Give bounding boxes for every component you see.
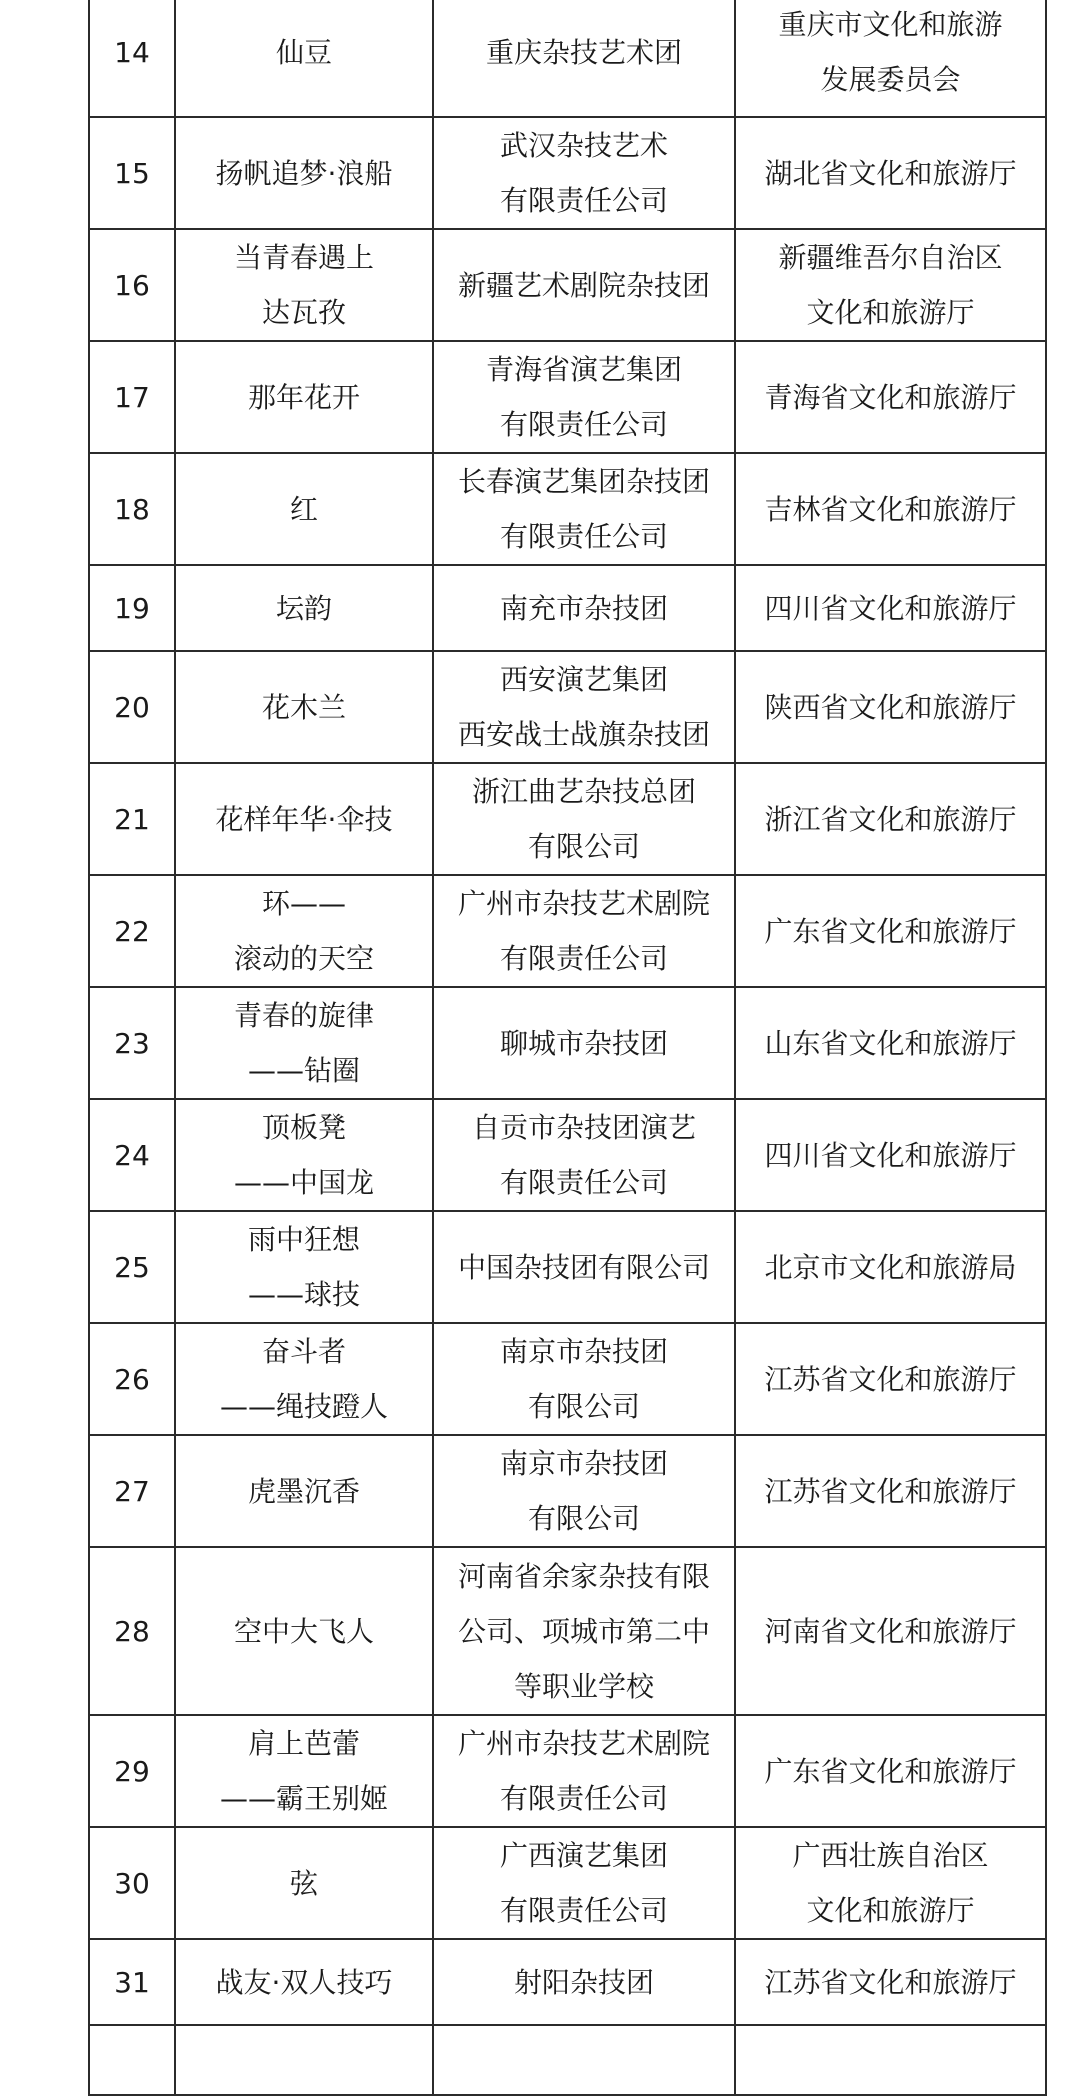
recommending-dept-line: 浙江省文化和旅游厅 bbox=[764, 802, 1017, 836]
performing-unit-line: 重庆杂技艺术团 bbox=[485, 35, 682, 69]
performing-unit-line: 有限公司 bbox=[527, 1390, 640, 1423]
program-name-line: 滚动的天空 bbox=[233, 942, 374, 975]
program-name-line: 环—— bbox=[261, 887, 346, 920]
table-row bbox=[89, 875, 1046, 987]
program-name-line: ——钻圈 bbox=[247, 1054, 360, 1087]
recommending-dept-cell bbox=[735, 1547, 1046, 1715]
performing-unit-cell bbox=[433, 1323, 735, 1435]
program-name-line: ——中国龙 bbox=[233, 1166, 374, 1199]
recommending-dept-line: 北京市文化和旅游局 bbox=[764, 1250, 1017, 1284]
program-name-line: 战友·双人技巧 bbox=[215, 1965, 393, 1999]
table-row bbox=[89, 1939, 1046, 2025]
program-name-line: 达瓦孜 bbox=[261, 296, 346, 329]
performing-unit-cell bbox=[433, 1211, 735, 1323]
recommending-dept-line: 文化和旅游厅 bbox=[806, 1894, 975, 1927]
program-name-cell bbox=[175, 1939, 433, 2025]
table-row bbox=[89, 763, 1046, 875]
performing-unit-cell bbox=[433, 229, 735, 341]
performing-unit-line: 青海省演艺集团 bbox=[485, 353, 682, 386]
program-name-cell bbox=[175, 763, 433, 875]
recommending-dept-line: 四川省文化和旅游厅 bbox=[764, 591, 1017, 625]
performing-unit-line: 南京市杂技团 bbox=[499, 1447, 668, 1480]
performing-unit-line: 有限责任公司 bbox=[499, 184, 668, 217]
program-name-cell bbox=[175, 875, 433, 987]
performing-unit-line: 有限责任公司 bbox=[499, 942, 668, 975]
performing-unit-line: 聊城市杂技团 bbox=[499, 1026, 668, 1060]
performing-unit-cell bbox=[433, 565, 735, 651]
row-number-cell: 28 bbox=[89, 1547, 175, 1715]
recommending-dept-cell bbox=[735, 117, 1046, 229]
row-number-cell: 25 bbox=[89, 1211, 175, 1323]
row-number-cell: 24 bbox=[89, 1099, 175, 1211]
program-name-cell bbox=[175, 1211, 433, 1323]
recommending-dept-line: 新疆维吾尔自治区 bbox=[778, 241, 1003, 274]
table-row bbox=[89, 987, 1046, 1099]
program-name-cell bbox=[175, 1827, 433, 1939]
program-name-line: 顶板凳 bbox=[261, 1111, 346, 1144]
program-name-line: 花样年华·伞技 bbox=[215, 802, 393, 836]
recommending-dept-cell bbox=[735, 341, 1046, 453]
performing-unit-line: 等职业学校 bbox=[513, 1669, 654, 1703]
performing-unit-cell bbox=[433, 875, 735, 987]
program-name-line: 花木兰 bbox=[261, 690, 346, 724]
program-name-line: 弦 bbox=[289, 1866, 318, 1900]
program-name-line: 那年花开 bbox=[247, 380, 360, 414]
recommending-dept-line: 青海省文化和旅游厅 bbox=[764, 380, 1017, 414]
performing-unit-cell bbox=[433, 763, 735, 875]
recommending-dept-line: 江苏省文化和旅游厅 bbox=[764, 1965, 1017, 1999]
recommending-dept-cell bbox=[735, 1827, 1046, 1939]
table-row bbox=[89, 229, 1046, 341]
recommending-dept-cell bbox=[735, 1099, 1046, 1211]
program-name-cell bbox=[175, 0, 433, 117]
recommending-dept-line: 河南省文化和旅游厅 bbox=[764, 1614, 1017, 1648]
performing-unit-line: 广西演艺集团 bbox=[499, 1839, 668, 1872]
performing-unit-line: 西安战士战旗杂技团 bbox=[457, 718, 710, 751]
table-row bbox=[89, 1435, 1046, 1547]
recommending-dept-line: 江苏省文化和旅游厅 bbox=[764, 1362, 1017, 1396]
recommending-dept-line: 吉林省文化和旅游厅 bbox=[764, 492, 1017, 526]
program-name-cell bbox=[175, 1715, 433, 1827]
performing-unit-line: 长春演艺集团杂技团 bbox=[457, 465, 710, 498]
recommending-dept-cell bbox=[735, 875, 1046, 987]
program-name-line: 仙豆 bbox=[275, 35, 332, 69]
recommending-dept-line: 江苏省文化和旅游厅 bbox=[764, 1474, 1017, 1508]
program-name-line: 青春的旋律 bbox=[233, 999, 374, 1032]
performing-unit-cell bbox=[433, 2025, 735, 2095]
row-number-cell: 20 bbox=[89, 651, 175, 763]
row-number-cell: 19 bbox=[89, 565, 175, 651]
program-name-line: ——球技 bbox=[247, 1278, 360, 1311]
recommending-dept-line: 山东省文化和旅游厅 bbox=[764, 1026, 1017, 1060]
table-row bbox=[89, 0, 1046, 117]
performing-unit-line: 广州市杂技艺术剧院 bbox=[457, 887, 710, 920]
program-name-cell bbox=[175, 1323, 433, 1435]
row-number-cell: 26 bbox=[89, 1323, 175, 1435]
performing-unit-line: 自贡市杂技团演艺 bbox=[471, 1111, 696, 1144]
recommending-dept-line: 陕西省文化和旅游厅 bbox=[764, 690, 1017, 724]
program-name-line: 空中大飞人 bbox=[233, 1614, 374, 1648]
recommending-dept-line: 湖北省文化和旅游厅 bbox=[764, 156, 1017, 190]
table-row bbox=[89, 2025, 1046, 2095]
program-name-cell bbox=[175, 565, 433, 651]
program-name-cell bbox=[175, 117, 433, 229]
recommending-dept-cell bbox=[735, 651, 1046, 763]
performing-unit-line: 南京市杂技团 bbox=[499, 1335, 668, 1368]
program-name-cell bbox=[175, 651, 433, 763]
performing-unit-cell bbox=[433, 1939, 735, 2025]
program-name-cell bbox=[175, 1435, 433, 1547]
recommending-dept-cell bbox=[735, 453, 1046, 565]
performing-unit-cell bbox=[433, 341, 735, 453]
performing-unit-line: 新疆艺术剧院杂技团 bbox=[457, 268, 710, 302]
row-number-cell: 16 bbox=[89, 229, 175, 341]
program-name-line: 奋斗者 bbox=[261, 1335, 346, 1368]
performing-unit-line: 有限责任公司 bbox=[499, 1894, 668, 1927]
program-name-line: ——绳技蹬人 bbox=[219, 1390, 388, 1423]
row-number-cell: 21 bbox=[89, 763, 175, 875]
performing-unit-cell bbox=[433, 1827, 735, 1939]
performing-unit-cell bbox=[433, 0, 735, 117]
recommending-dept-line: 重庆市文化和旅游 bbox=[778, 8, 1003, 41]
row-number-cell: 18 bbox=[89, 453, 175, 565]
recommending-dept-cell bbox=[735, 987, 1046, 1099]
recommending-dept-cell bbox=[735, 1715, 1046, 1827]
table-row bbox=[89, 1099, 1046, 1211]
program-table bbox=[88, 0, 1047, 2096]
table-row bbox=[89, 1211, 1046, 1323]
table-row bbox=[89, 565, 1046, 651]
table-row bbox=[89, 1547, 1046, 1715]
recommending-dept-cell bbox=[735, 1939, 1046, 2025]
program-name-cell bbox=[175, 229, 433, 341]
table-row bbox=[89, 1827, 1046, 1939]
performing-unit-line: 浙江曲艺杂技总团 bbox=[471, 775, 696, 808]
performing-unit-line: 西安演艺集团 bbox=[499, 663, 668, 696]
performing-unit-line: 有限责任公司 bbox=[499, 1782, 668, 1815]
performing-unit-cell bbox=[433, 987, 735, 1099]
row-number-cell: 23 bbox=[89, 987, 175, 1099]
program-name-cell bbox=[175, 1099, 433, 1211]
program-name-cell bbox=[175, 987, 433, 1099]
performing-unit-cell bbox=[433, 1715, 735, 1827]
performing-unit-line: 有限公司 bbox=[527, 830, 640, 863]
recommending-dept-line: 广西壮族自治区 bbox=[792, 1839, 989, 1872]
row-number-cell: 31 bbox=[89, 1939, 175, 2025]
performing-unit-cell bbox=[433, 1547, 735, 1715]
table-row bbox=[89, 453, 1046, 565]
recommending-dept-cell bbox=[735, 763, 1046, 875]
recommending-dept-line: 广东省文化和旅游厅 bbox=[764, 914, 1017, 948]
program-name-line: ——霸王别姬 bbox=[219, 1782, 388, 1815]
performing-unit-cell bbox=[433, 1099, 735, 1211]
program-name-line: 红 bbox=[289, 492, 318, 526]
performing-unit-line: 有限责任公司 bbox=[499, 408, 668, 441]
performing-unit-line: 公司、项城市第二中 bbox=[457, 1614, 710, 1648]
performing-unit-cell bbox=[433, 117, 735, 229]
table-row bbox=[89, 651, 1046, 763]
recommending-dept-cell bbox=[735, 1323, 1046, 1435]
performing-unit-line: 有限责任公司 bbox=[499, 1166, 668, 1199]
row-number-cell: 14 bbox=[89, 0, 175, 117]
program-name-cell bbox=[175, 1547, 433, 1715]
row-number-cell: 17 bbox=[89, 341, 175, 453]
table-row bbox=[89, 341, 1046, 453]
program-name-cell bbox=[175, 2025, 433, 2095]
row-number-cell: 22 bbox=[89, 875, 175, 987]
recommending-dept-line: 四川省文化和旅游厅 bbox=[764, 1138, 1017, 1172]
row-number-cell bbox=[89, 2025, 175, 2095]
performing-unit-line: 广州市杂技艺术剧院 bbox=[457, 1727, 710, 1760]
performing-unit-line: 河南省余家杂技有限 bbox=[457, 1559, 710, 1593]
performing-unit-line: 有限责任公司 bbox=[499, 520, 668, 553]
row-number-cell: 15 bbox=[89, 117, 175, 229]
table-row bbox=[89, 1715, 1046, 1827]
table-body bbox=[89, 0, 1046, 2095]
recommending-dept-line: 发展委员会 bbox=[820, 63, 961, 96]
table-row bbox=[89, 117, 1046, 229]
row-number-cell: 30 bbox=[89, 1827, 175, 1939]
program-name-line: 扬帆追梦·浪船 bbox=[215, 156, 393, 190]
performing-unit-cell bbox=[433, 1435, 735, 1547]
recommending-dept-cell bbox=[735, 565, 1046, 651]
program-name-cell bbox=[175, 453, 433, 565]
program-name-line: 虎墨沉香 bbox=[247, 1474, 360, 1508]
recommending-dept-cell bbox=[735, 0, 1046, 117]
row-number-cell: 27 bbox=[89, 1435, 175, 1547]
performing-unit-line: 射阳杂技团 bbox=[513, 1965, 654, 1999]
program-name-line: 当青春遇上 bbox=[233, 241, 374, 274]
recommending-dept-cell bbox=[735, 229, 1046, 341]
performing-unit-line: 有限公司 bbox=[527, 1502, 640, 1535]
performing-unit-line: 中国杂技团有限公司 bbox=[457, 1250, 710, 1284]
table-row bbox=[89, 1323, 1046, 1435]
recommending-dept-cell bbox=[735, 2025, 1046, 2095]
program-name-line: 雨中狂想 bbox=[247, 1223, 360, 1256]
performing-unit-line: 南充市杂技团 bbox=[499, 591, 668, 625]
recommending-dept-cell bbox=[735, 1435, 1046, 1547]
row-number-cell: 29 bbox=[89, 1715, 175, 1827]
recommending-dept-line: 广东省文化和旅游厅 bbox=[764, 1754, 1017, 1788]
performing-unit-cell bbox=[433, 651, 735, 763]
recommending-dept-line: 文化和旅游厅 bbox=[806, 296, 975, 329]
program-name-line: 坛韵 bbox=[275, 591, 332, 625]
recommending-dept-cell bbox=[735, 1211, 1046, 1323]
performing-unit-cell bbox=[433, 453, 735, 565]
performing-unit-line: 武汉杂技艺术 bbox=[499, 129, 668, 162]
program-name-cell bbox=[175, 341, 433, 453]
program-name-line: 肩上芭蕾 bbox=[247, 1727, 360, 1760]
